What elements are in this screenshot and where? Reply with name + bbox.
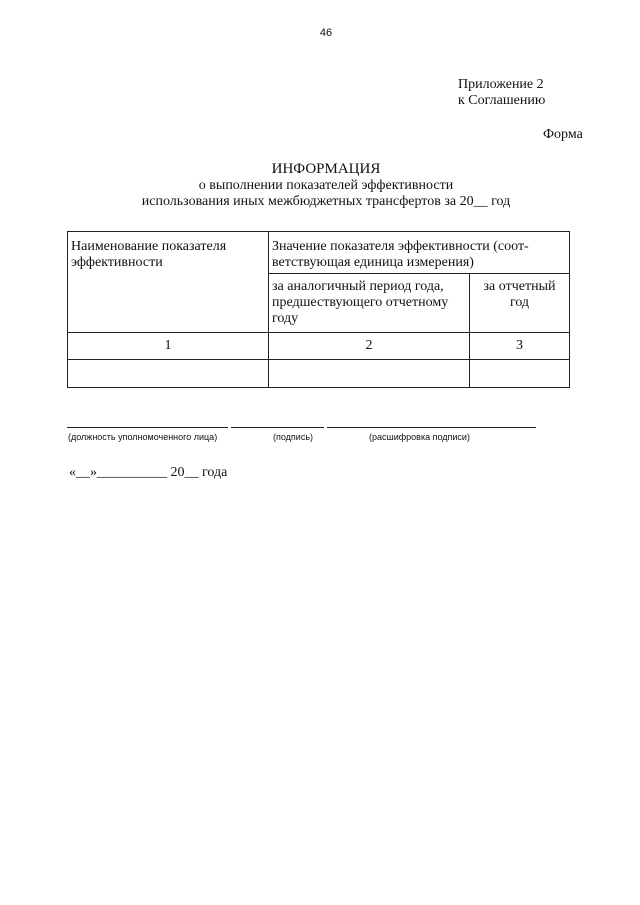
- page-number: 46: [319, 27, 333, 39]
- appendix-reference: [458, 77, 545, 109]
- current-year-value-cell[interactable]: [470, 360, 570, 388]
- document-heading: [0, 160, 640, 210]
- position-line[interactable]: [67, 427, 228, 428]
- header-current-year-line-1: за отчетный: [483, 279, 556, 294]
- signature-line[interactable]: [231, 427, 324, 428]
- table-header-row: [68, 232, 570, 274]
- decoding-caption: (расшифровка подписи): [369, 432, 470, 442]
- signature-caption: (подпись): [273, 432, 314, 442]
- header-previous-period: за аналогичный период года, предшествующего отчетному году: [269, 274, 470, 333]
- agreement-reference-line: к Соглашению: [458, 93, 546, 108]
- date-line: «__»__________ 20__ года: [69, 465, 228, 480]
- document-title: ИНФОРМАЦИЯ: [271, 161, 381, 177]
- document-subtitle-line-1: о выполнении показателей эффективности: [198, 178, 454, 193]
- appendix-line: Приложение 2: [458, 77, 544, 92]
- signature-block: [67, 427, 547, 447]
- header-indicator-value-line-1: Значение показателя эффективности (соот-: [272, 239, 529, 254]
- signature-decoding-line[interactable]: [327, 427, 536, 428]
- table-row: [68, 360, 570, 388]
- header-indicator-value-line-2: ветствующая единица измерения): [272, 255, 474, 270]
- form-label: Форма: [543, 127, 583, 142]
- indicators-table: [67, 231, 570, 388]
- previous-period-value-cell[interactable]: [269, 360, 470, 388]
- indicator-name-cell[interactable]: [68, 360, 269, 388]
- header-current-year: [470, 274, 570, 333]
- column-number-1: 1: [68, 333, 269, 360]
- header-indicator-name: Наименование показателя эффективности: [68, 232, 269, 333]
- column-number-2: 2: [269, 333, 470, 360]
- column-number-3: 3: [470, 333, 570, 360]
- header-indicator-value: [269, 232, 570, 274]
- document-subtitle-line-2: использования иных межбюджетных трансфертов за 20__ год: [141, 194, 511, 209]
- column-number-row: [68, 333, 570, 360]
- position-caption: (должность уполномоченного лица): [68, 432, 218, 442]
- header-current-year-line-2: год: [509, 295, 530, 310]
